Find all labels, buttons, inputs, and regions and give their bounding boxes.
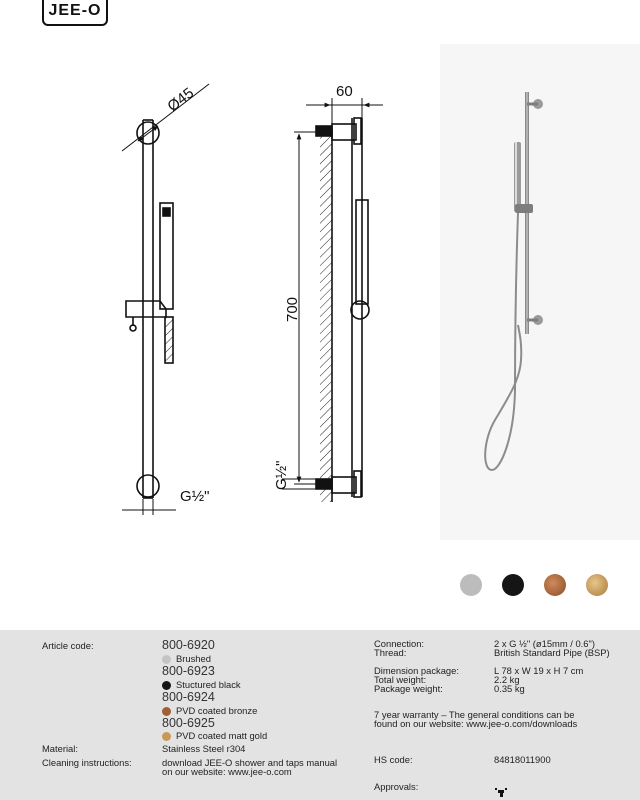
material-value: Stainless Steel r304 [162,743,246,754]
dimension-label: Dimension package: [374,665,459,676]
side-bottom-wallplug [316,479,332,489]
finish-dot-black [162,681,171,690]
article-finish-3 [162,706,257,716]
finish-label-3: PVD coated bronze [176,705,258,716]
cleaning-line-2: on our website: www.jee-o.com [162,766,292,777]
thread-label: Thread: [374,647,407,658]
package-weight-value: 0.35 kg [494,683,525,694]
front-diameter-label: Ø45 [164,84,198,116]
total-weight-value: 2.2 kg [494,674,520,685]
side-top-wallplug [316,126,332,136]
front-thread-label: G½" [180,488,210,505]
article-code-2: 800-6923 [162,664,215,678]
article-finish-1 [162,654,211,664]
connection-value: 2 x G ½" (ø15mm / 0.6") [494,638,595,649]
hs-code-label: HS code: [374,754,413,765]
approvals-label: Approvals: [374,781,419,792]
front-bottom-bracket [137,475,159,497]
connection-label: Connection: [374,638,425,649]
side-depth-label: 60 [336,83,353,100]
finish-label-2: Stuctured black [176,679,241,690]
dimension-value: L 78 x W 19 x H 7 cm [494,665,584,676]
side-height-label: 700 [284,296,301,322]
package-weight-label: Package weight: [374,683,443,694]
cleaning-label: Cleaning instructions: [42,757,132,768]
thread-value: British Standard Pipe (BSP) [494,647,610,658]
warranty-line-2: found on our website: www.jee-o.com/downloads [374,718,578,729]
spec-panel [0,630,640,800]
swatch-bronze[interactable] [544,574,566,596]
side-wall [320,130,332,502]
product-illustration [485,92,543,470]
article-code-label: Article code: [42,640,94,651]
warranty-line-1: 7 year warranty – The general conditions can be [374,709,575,720]
total-weight-label: Total weight: [374,674,427,685]
front-hose [165,317,173,363]
finish-dot-bronze [162,707,171,716]
article-finish-4 [162,731,267,741]
approval-tap-icon [494,788,510,800]
article-finish-2 [162,680,241,690]
material-label: Material: [42,743,78,754]
side-thread-label: G½" [273,460,290,490]
front-view [122,84,209,515]
front-hand-shower [160,203,173,309]
hs-code-value: 84818011900 [494,754,551,765]
photo-holder [515,204,533,213]
article-code-1: 800-6920 [162,638,215,652]
swatch-gold[interactable] [586,574,608,596]
finish-dot-gold [162,732,171,741]
finish-dot-brushed [162,655,171,664]
article-code-4: 800-6925 [162,716,215,730]
swatch-black[interactable] [502,574,524,596]
finish-label-1: Brushed [176,653,211,664]
swatch-brushed[interactable] [460,574,482,596]
finish-swatches [460,574,608,596]
article-code-3: 800-6924 [162,690,215,704]
cleaning-line-1: download JEE-O shower and taps manual [162,757,338,768]
finish-label-4: PVD coated matt gold [176,730,268,741]
brand-logo-text: JEE-O [48,2,102,19]
photo-hose [485,213,521,470]
